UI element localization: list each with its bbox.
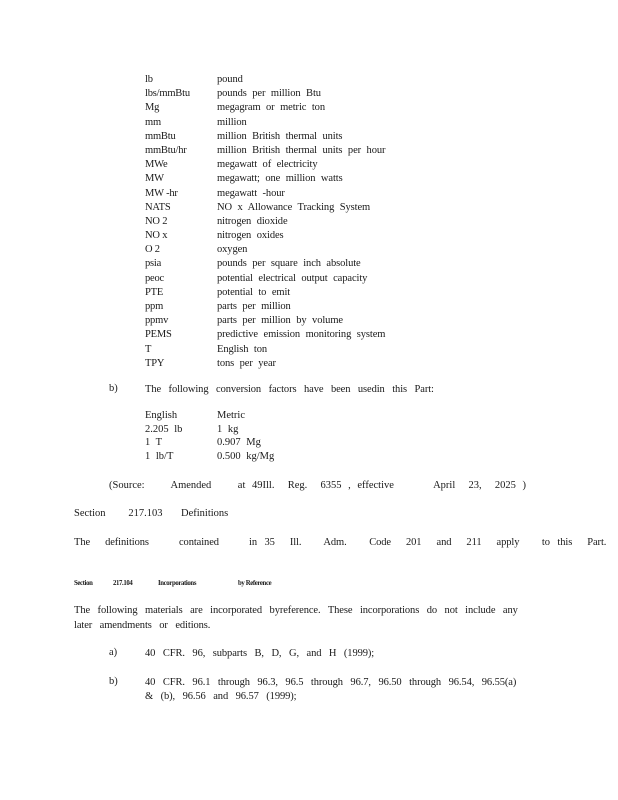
- section-104-label: Section: [74, 578, 93, 587]
- conversion-english: 1 T: [145, 437, 163, 448]
- conversion-metric: 0.907 Mg: [217, 437, 261, 448]
- abbreviation-definition: pounds per square inch absolute: [217, 258, 361, 270]
- abbreviation-definition: English ton: [217, 343, 268, 355]
- abbreviation-term: peoc: [145, 272, 165, 284]
- section-103-title: Definitions: [181, 508, 229, 519]
- abbreviation-table: [145, 73, 385, 371]
- abbreviation-definition: million British thermal units per hour: [217, 144, 386, 156]
- abbreviation-definition: megagram or metric ton: [217, 102, 325, 114]
- abbreviation-definition: oxygen: [217, 244, 248, 256]
- abbreviation-row: [145, 101, 385, 115]
- abbreviation-definition: potential to emit: [217, 286, 291, 298]
- abbreviation-definition: pound: [217, 74, 243, 85]
- section-104-number: 217.104: [113, 578, 133, 587]
- abbreviation-row: [145, 158, 385, 172]
- abbreviation-term: PTE: [145, 286, 164, 298]
- abbreviation-row: [145, 328, 385, 342]
- conversion-row: [145, 450, 274, 464]
- abbreviation-term: MWe: [145, 159, 168, 171]
- abbreviation-row: [145, 187, 385, 201]
- conversion-metric: 1 kg: [217, 423, 239, 435]
- abbreviation-term: MW: [145, 173, 164, 185]
- abbreviation-row: [145, 116, 385, 130]
- abbreviation-row: [145, 286, 385, 300]
- abbreviation-definition: million: [217, 116, 247, 128]
- section-104-title-part2: by Reference: [238, 578, 272, 587]
- abbreviation-definition: tons per year: [217, 357, 276, 369]
- item-a-label: a): [109, 647, 118, 658]
- section-103-number: Section 217.103: [74, 508, 163, 519]
- abbreviation-row: [145, 87, 385, 101]
- abbreviation-term: O 2: [145, 244, 160, 256]
- abbreviation-term: lbs/mmBtu: [145, 88, 190, 100]
- abbreviation-row: [145, 73, 385, 87]
- abbreviation-row: [145, 257, 385, 271]
- abbreviation-term: mm: [145, 116, 161, 128]
- source-note: (Source: Amended at 49Ill. Reg. 6355 , effective April 23, 2025 ): [109, 480, 526, 491]
- section-104-text: The following materials are incorporated byreference. These incorporations do not include any later amendments or editions.: [74, 605, 518, 631]
- abbreviation-term: PEMS: [145, 329, 172, 341]
- abbreviation-definition: pounds per million Btu: [217, 88, 321, 100]
- abbreviation-row: [145, 343, 385, 357]
- abbreviation-definition: nitrogen dioxide: [217, 215, 288, 227]
- abbreviation-term: psia: [145, 258, 162, 270]
- item-b-text: The following conversion factors have been usedin this Part:: [145, 384, 434, 395]
- abbreviation-row: [145, 144, 385, 158]
- abbreviation-definition: nitrogen oxides: [217, 230, 284, 242]
- abbreviation-term: ppmv: [145, 315, 169, 327]
- abbreviation-term: NATS: [145, 201, 171, 213]
- abbreviation-definition: million British thermal units: [217, 130, 343, 142]
- abbreviation-definition: potential electrical output capacity: [217, 272, 368, 284]
- item-b2-label: b): [109, 676, 118, 687]
- conversion-english: 1 lb/T: [145, 450, 174, 462]
- conversion-metric: 0.500 kg/Mg: [217, 450, 275, 462]
- abbreviation-row: [145, 272, 385, 286]
- section-104-title-part1: Incorporations: [158, 578, 197, 587]
- abbreviation-term: NO x: [145, 230, 168, 242]
- abbreviation-row: [145, 229, 385, 243]
- conversion-header-english: English: [145, 410, 178, 421]
- abbreviation-term: lb: [145, 74, 153, 85]
- abbreviation-row: [145, 215, 385, 229]
- abbreviation-term: TPY: [145, 357, 165, 369]
- abbreviation-definition: megawatt; one million watts: [217, 173, 343, 185]
- abbreviation-definition: parts per million by volume: [217, 315, 343, 327]
- abbreviation-row: [145, 243, 385, 257]
- abbreviation-row: [145, 300, 385, 314]
- abbreviation-term: T: [145, 343, 152, 355]
- abbreviation-definition: NO x Allowance Tracking System: [217, 201, 371, 213]
- conversion-english: 2.205 lb: [145, 423, 183, 435]
- abbreviation-term: NO 2: [145, 215, 168, 227]
- abbreviation-definition: megawatt of electricity: [217, 159, 318, 171]
- section-103-text: The definitions contained in 35 Ill. Adm. Code 201 and 211 apply to this Part.: [74, 537, 607, 548]
- abbreviation-row: [145, 201, 385, 215]
- conversion-header-metric: Metric: [217, 410, 245, 421]
- conversion-header: [145, 409, 274, 423]
- conversion-row: [145, 423, 274, 437]
- abbreviation-row: [145, 130, 385, 144]
- abbreviation-row: [145, 172, 385, 186]
- item-a-text: 40 CFR. 96, subparts B, D, G, and H (1999);: [145, 648, 375, 659]
- item-b2-text: 40 CFR. 96.1 through 96.3, 96.5 through 96.7, 96.50 through 96.54, 96.55(a) & (b), 96.56 and 96.57 (1999);: [145, 677, 517, 702]
- abbreviation-term: MW -hr: [145, 187, 178, 199]
- abbreviation-definition: megawatt -hour: [217, 187, 285, 199]
- abbreviation-term: mmBtu/hr: [145, 144, 187, 156]
- item-b-label: b): [109, 383, 118, 394]
- abbreviation-term: Mg: [145, 102, 160, 114]
- abbreviation-term: ppm: [145, 301, 164, 312]
- abbreviation-row: [145, 314, 385, 328]
- abbreviation-term: mmBtu: [145, 130, 176, 142]
- abbreviation-definition: predictive emission monitoring system: [217, 329, 386, 341]
- conversion-row: [145, 436, 274, 450]
- abbreviation-definition: parts per million: [217, 301, 291, 312]
- abbreviation-row: [145, 357, 385, 371]
- conversion-table: [145, 409, 274, 463]
